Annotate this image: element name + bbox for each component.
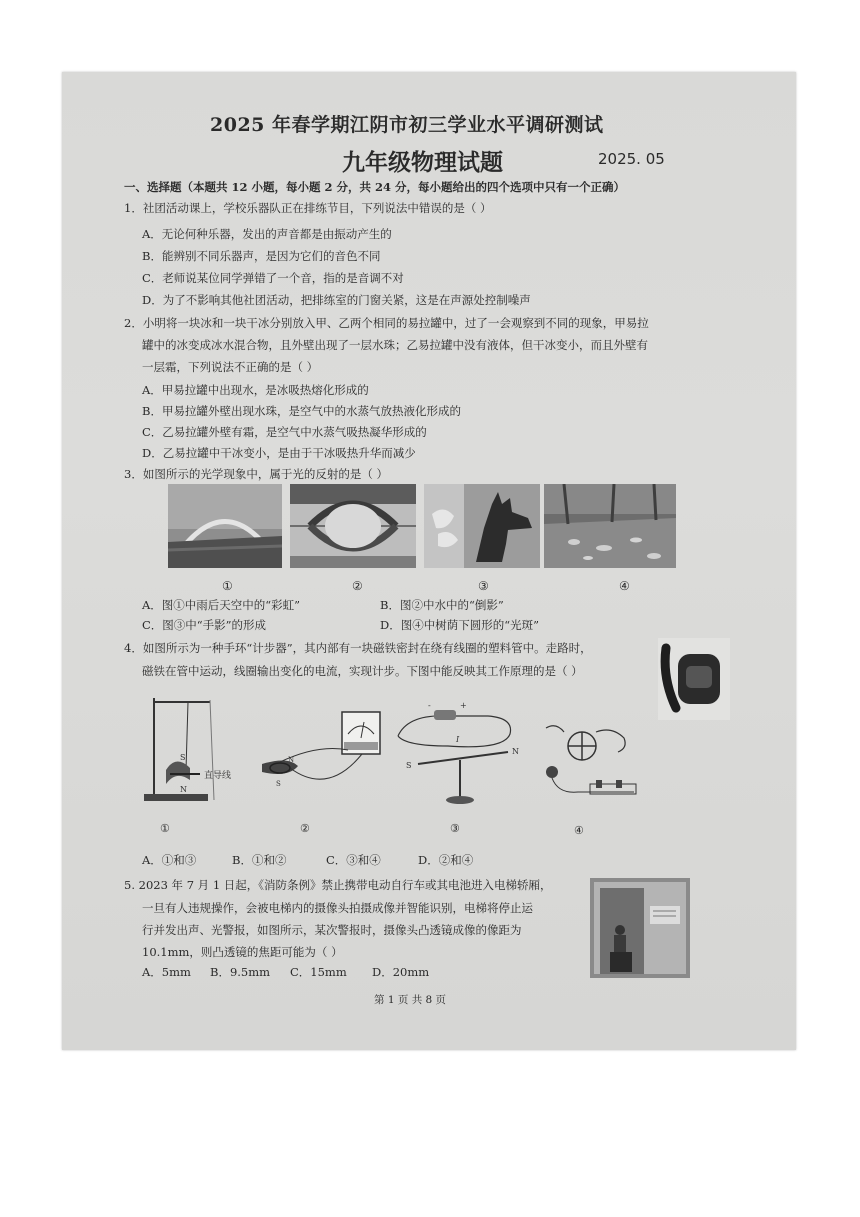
q2-stem-line-3: 一层霜，下列说法不正确的是（ ） xyxy=(142,360,319,374)
q4-fig-label-1: ① xyxy=(160,822,170,835)
fig3-s-label: S xyxy=(406,761,412,770)
q2-option-d: D．乙易拉罐中干冰变小，是由于干冰吸热升华而减少 xyxy=(142,446,416,460)
elevator-scooter-photo xyxy=(590,878,690,978)
fig1-wire-label: 直导线 xyxy=(204,771,232,781)
exam-title: 2025 年春学期江阴市初三学业水平调研测试 xyxy=(210,114,604,136)
q3-fig-label-3: ③ xyxy=(478,579,489,593)
q3-option-d: D．图④中树荫下圆形的“光斑” xyxy=(380,618,539,632)
q3-option-a: A．图①中雨后天空中的“彩虹” xyxy=(142,598,301,612)
q5-stem-line-4: 10.1mm，则凸透镜的焦距可能为（ ） xyxy=(142,945,343,959)
q2-stem-line-1: 2．小明将一块冰和一块干冰分别放入甲、乙两个相同的易拉罐中，过了一会观察到不同的现象，甲易拉 xyxy=(124,316,649,330)
tree-light-spots-photo xyxy=(544,484,676,568)
fig1-s-label: S xyxy=(180,753,186,762)
q3-option-b: B．图②中水中的“倒影” xyxy=(380,598,504,612)
fig2-s-label: S xyxy=(276,780,281,788)
q2-stem-line-2: 罐中的冰变成冰水混合物，且外壁出现了一层水珠；乙易拉罐中没有液体，但干冰变小，而且外壁有 xyxy=(142,338,648,352)
q1-stem: 1．社团活动课上，学校乐器队正在排练节目，下列说法中错误的是（ ） xyxy=(124,201,492,215)
q4-option-b: B．①和② xyxy=(232,853,287,867)
q5-option-d: D．20mm xyxy=(372,965,430,979)
section-heading: 一、选择题（本题共 12 小题，每小题 2 分，共 24 分，每小题给出的四个选项中只有一个正确） xyxy=(124,180,626,194)
q4-fig-label-2: ② xyxy=(300,822,310,835)
q4-fig-label-4: ④ xyxy=(574,824,584,837)
q3-option-c: C．图③中“手影”的形成 xyxy=(142,618,267,632)
hand-shadow-photo xyxy=(424,484,540,568)
fig2-n-label: N xyxy=(288,756,295,764)
q1-option-a: A．无论何种乐器，发出的声音都是由振动产生的 xyxy=(142,227,392,241)
q2-option-a: A．甲易拉罐中出现水，是冰吸热熔化形成的 xyxy=(142,383,369,397)
q5-option-b: B．9.5mm xyxy=(210,965,271,979)
q5-stem-line-3: 行并发出声、光警报，如图所示，某次警报时，摄像头凸透镜成像的像距为 xyxy=(142,923,522,937)
q4-stem-line-2: 磁铁在管中运动，线圈输出变化的电流，实现计步。下图中能反映其工作原理的是（ ） xyxy=(142,664,583,678)
q1-option-b: B．能辨别不同乐器声，是因为它们的音色不同 xyxy=(142,249,381,263)
q4-stem-line-1: 4．如图所示为一种手环“计步器”，其内部有一块磁铁密封在绕有线圈的塑料管中。走路时， xyxy=(124,641,592,655)
q5-option-a: A．5mm xyxy=(142,965,191,979)
q3-fig-label-2: ② xyxy=(352,579,363,593)
q3-stem: 3．如图所示的光学现象中，属于光的反射的是（ ） xyxy=(124,467,388,481)
bridge-reflection-photo xyxy=(290,484,416,568)
rainbow-photo xyxy=(168,484,282,568)
q4-option-a: A．①和③ xyxy=(142,853,197,867)
q4-fig-label-3: ③ xyxy=(450,822,460,835)
q1-option-d: D．为了不影响其他社团活动，把排练室的门窗关紧，这是在声源处控制噪声 xyxy=(142,293,531,307)
q4-figure-4-hand-generator xyxy=(538,712,650,808)
fig3-minus-label: - xyxy=(428,702,431,710)
exam-paper xyxy=(62,72,796,1050)
q5-option-c: C．15mm xyxy=(290,965,347,979)
q4-figure-3-compass-current xyxy=(388,702,528,810)
exam-subtitle: 九年级物理试题 xyxy=(342,149,503,176)
pedometer-wristband-image xyxy=(658,638,730,720)
q4-figure-1-wire-in-magnet xyxy=(140,688,260,806)
fig3-n-label: N xyxy=(512,747,519,756)
fig3-current-label: I xyxy=(456,735,460,744)
fig3-plus-label: + xyxy=(460,702,467,710)
q2-option-b: B．甲易拉罐外壁出现水珠，是空气中的水蒸气放热液化形成的 xyxy=(142,404,461,418)
q3-fig-label-1: ① xyxy=(222,579,233,593)
q4-figure-2-galvanometer xyxy=(258,704,390,808)
q5-stem-line-1: 5. 2023 年 7 月 1 日起，《消防条例》禁止携带电动自行车或其电池进入电梯轿厢， xyxy=(124,878,552,892)
page-number: 第 1 页 共 8 页 xyxy=(374,994,447,1006)
q4-option-c: C．③和④ xyxy=(326,853,381,867)
q1-option-c: C．老师说某位同学弹错了一个音，指的是音调不对 xyxy=(142,271,404,285)
exam-date: 2025. 05 xyxy=(598,150,665,168)
q3-fig-label-4: ④ xyxy=(619,579,630,593)
fig1-n-label: N xyxy=(180,785,187,794)
q2-option-c: C．乙易拉罐外壁有霜，是空气中水蒸气吸热凝华形成的 xyxy=(142,425,427,439)
q5-stem-line-2: 一旦有人违规操作，会被电梯内的摄像头拍摄成像并智能识别，电梯将停止运 xyxy=(142,901,533,915)
q4-option-d: D．②和④ xyxy=(418,853,474,867)
